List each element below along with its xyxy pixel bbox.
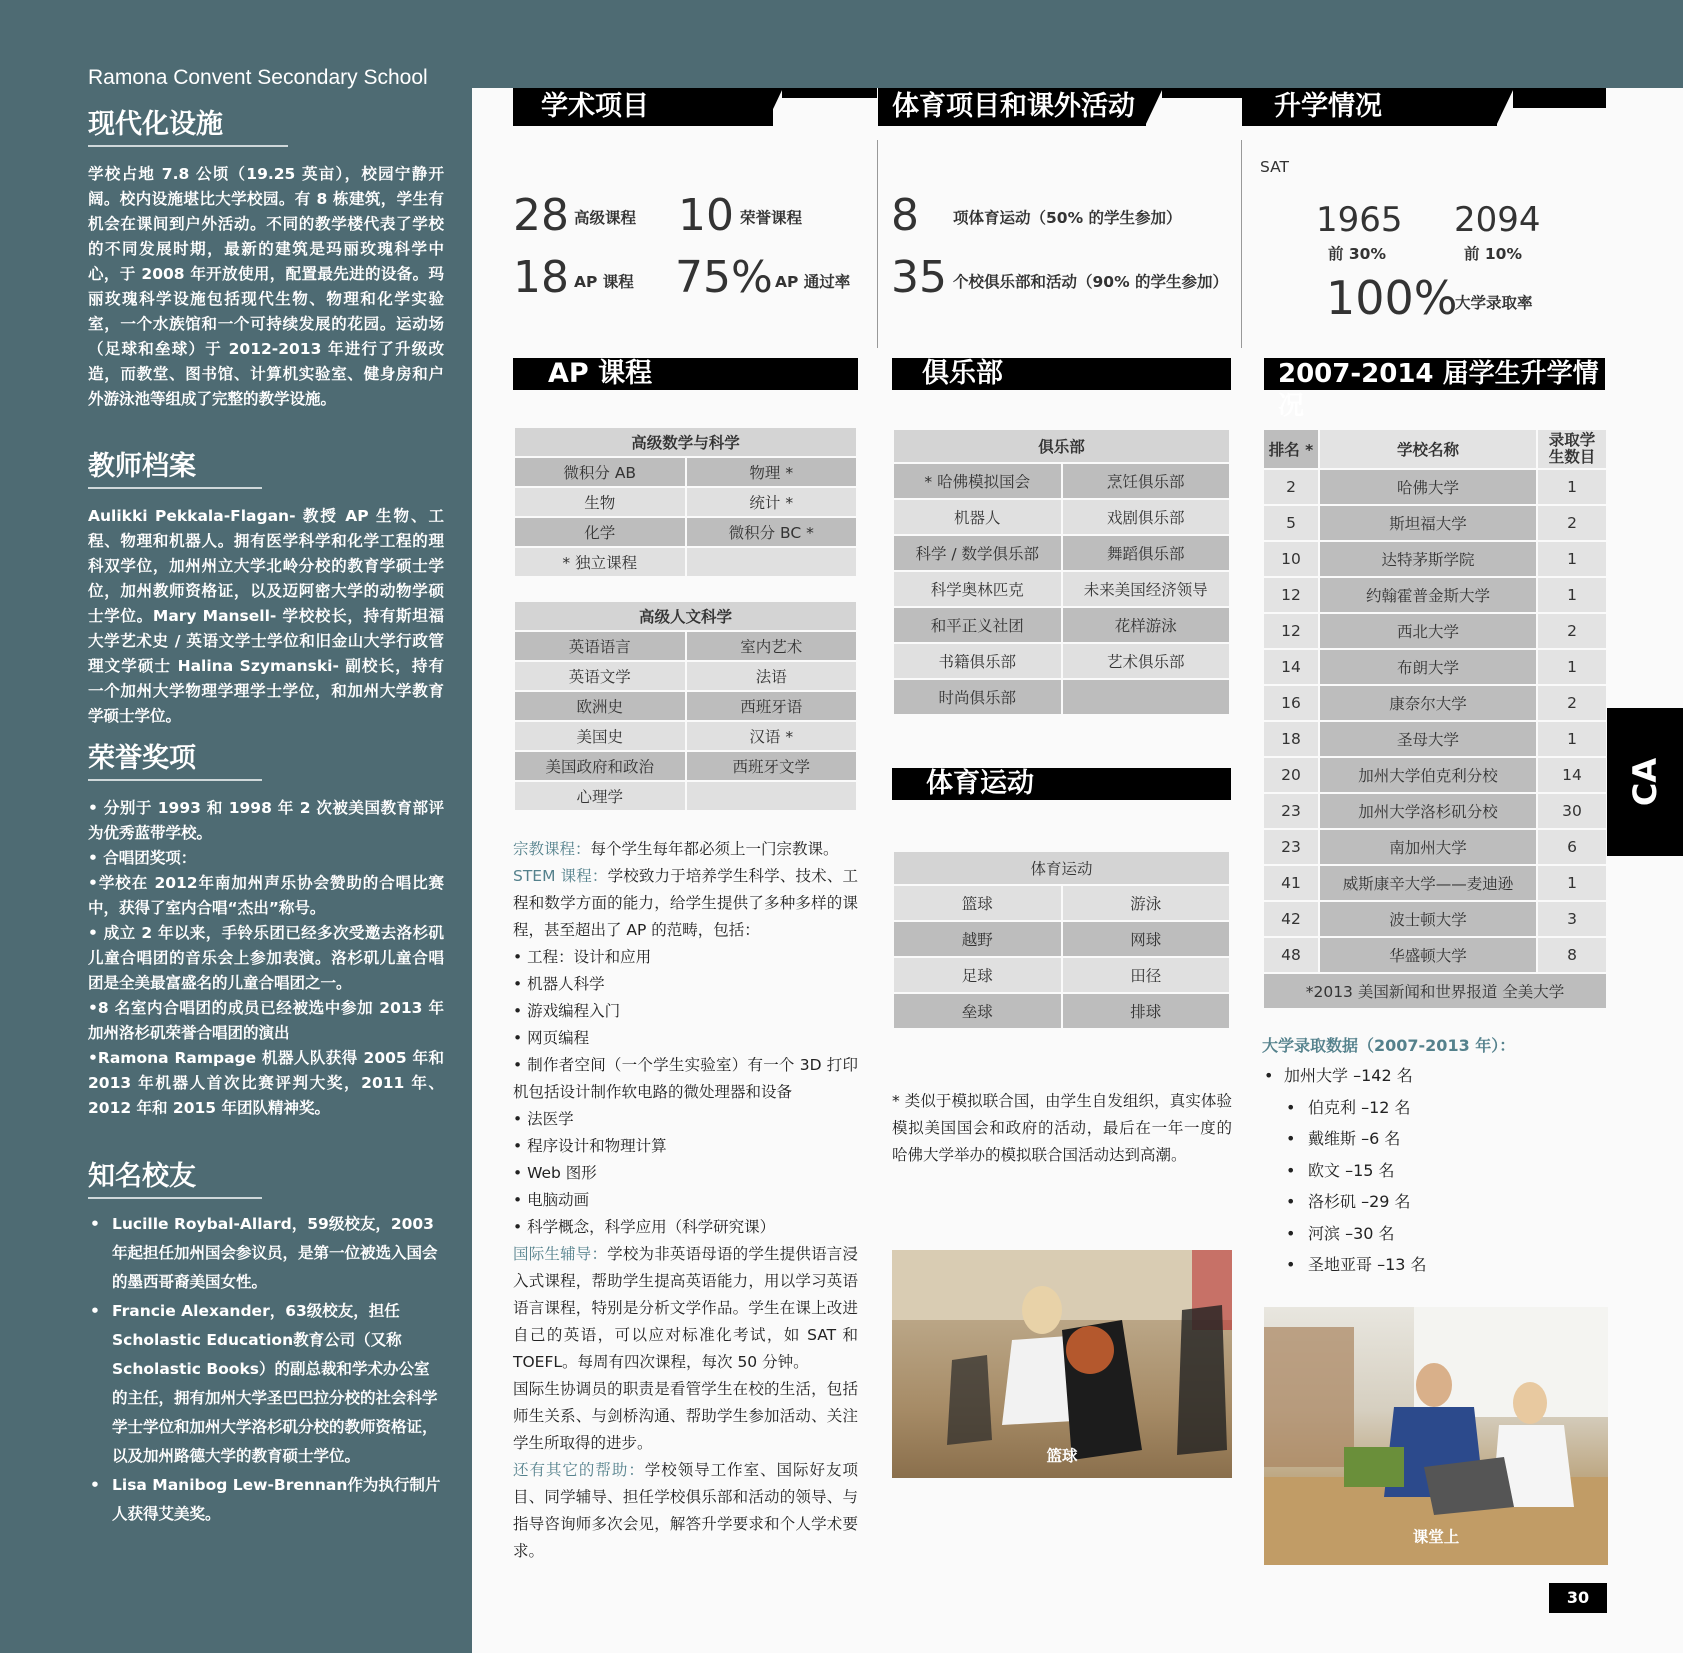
header-notch — [1145, 88, 1163, 126]
table-row — [1263, 469, 1607, 505]
table-cell: 汉语 * — [686, 721, 858, 751]
basketball-photo — [892, 1250, 1232, 1478]
table-cell: 烹饪俱乐部 — [1062, 463, 1231, 499]
honors-list — [88, 796, 444, 1121]
table-row — [1263, 649, 1607, 685]
table-cell: 加州大学洛杉矶分校 — [1319, 793, 1537, 829]
table-cell: 3 — [1537, 901, 1607, 937]
table-cell: 23 — [1263, 829, 1319, 865]
alumni-list — [88, 1210, 444, 1529]
table-row — [1263, 685, 1607, 721]
table-cell: 1 — [1537, 649, 1607, 685]
table-cell: 1 — [1537, 721, 1607, 757]
column-header: 排名 * — [1263, 429, 1319, 469]
table-cell: 达特茅斯学院 — [1319, 541, 1537, 577]
stem-item: • 机器人科学 — [513, 975, 605, 993]
list-item: • 河滨 –30 名 — [1264, 1218, 1427, 1250]
list-item: • 戴维斯 –6 名 — [1264, 1123, 1427, 1155]
stem-item: • 电脑动画 — [513, 1191, 590, 1209]
bookshelf — [1264, 1327, 1354, 1467]
table-cell: 哈佛大学 — [1319, 469, 1537, 505]
player-head — [1022, 1286, 1062, 1334]
table-cell: 布朗大学 — [1319, 649, 1537, 685]
divider — [877, 140, 878, 348]
table-cell: 威斯康辛大学——麦迪逊 — [1319, 865, 1537, 901]
table-cell: 42 — [1263, 901, 1319, 937]
header-bar — [1162, 88, 1242, 98]
admissions-data-title: 大学录取数据（2007-2013 年）： — [1262, 1036, 1516, 1055]
sat-percentile: 前 10% — [1464, 245, 1522, 263]
background-player — [947, 1355, 992, 1445]
table-cell: 48 — [1263, 937, 1319, 973]
table-cell: 西班牙文学 — [686, 751, 858, 781]
table-cell: 书籍俱乐部 — [893, 643, 1062, 679]
teacher-head — [1416, 1363, 1452, 1407]
table-cell: 美国史 — [514, 721, 686, 751]
honor-item: • 分别于 1993 和 1998 年 2 次被美国教育部评为优秀蓝带学校。 — [88, 799, 444, 842]
sports-header: 体育项目和课外活动 — [878, 88, 1146, 126]
intl-text: 学校为非英语母语的学生提供语言浸入式课程，帮助学生提高英语能力，用以学习英语语言课程，特别是分析文学作品。学生在课上改进自己的英语，可以应对标准化考试，如 SAT 和 TOEFL。每周有四次课程，每次 50 分钟。 — [513, 1245, 858, 1371]
basketball — [1066, 1326, 1114, 1374]
table-cell: 花样游泳 — [1062, 607, 1231, 643]
table-cell: 未来美国经济领导 — [1062, 571, 1231, 607]
list-item: • 圣地亚哥 –13 名 — [1264, 1249, 1427, 1281]
stem-item: • 科学概念，科学应用（科学研究课） — [513, 1218, 776, 1236]
table-cell: 游泳 — [1062, 885, 1231, 921]
table-row — [1263, 793, 1607, 829]
table-cell: 西北大学 — [1319, 613, 1537, 649]
table-cell: 2 — [1537, 613, 1607, 649]
alumni-heading: 知名校友 — [88, 1154, 262, 1199]
photo-caption: 篮球 — [1046, 1447, 1078, 1465]
religion-label: 宗教课程： — [513, 840, 591, 858]
table-header: 高级数学与科学 — [514, 427, 857, 457]
region-tab — [1607, 708, 1683, 856]
sat-score: 1965 — [1316, 200, 1403, 240]
faculty-text: Aulikki Pekkala-Flagan- 教授 AP 生物、工程、物理和机器人。拥有医学科学和化学工程的理科双学位，加州州立大学北岭分校的教育学硕士学位，加州教师资格证，以及迈阿密大学的动物学硕士学位。Mary Mansell- 学校校长，持有斯坦福大学艺术史 / 英语文学士学位和旧金山大学行政管理文学硕士 Halina Szymanski- 副校长，持有一个加州大学物理学理学士学位，和加州大学教育学硕士学位。 — [88, 507, 444, 725]
column-header: 录取学生数目 — [1537, 429, 1607, 469]
stem-item: • 工程：设计和应用 — [513, 948, 652, 966]
ap-humanities-table — [513, 600, 858, 812]
table-cell: 20 — [1263, 757, 1319, 793]
stat-label: 荣誉课程 — [740, 209, 803, 227]
sat-percentile: 前 30% — [1328, 245, 1386, 263]
table-cell: 14 — [1537, 757, 1607, 793]
table-cell: 心理学 — [514, 781, 686, 811]
stem-item: • 程序设计和物理计算 — [513, 1137, 667, 1155]
programs-text — [513, 836, 858, 1565]
ap-courses-header: AP 课程 — [513, 358, 858, 390]
honor-item: •Ramona Rampage 机器人队获得 2005 年和 2013 年机器人首次比赛评判大奖，2011 年、2012 年和 2015 年团队精神奖。 — [88, 1049, 444, 1117]
table-cell: 23 — [1263, 793, 1319, 829]
table-row — [1263, 577, 1607, 613]
table-cell: 法语 — [686, 661, 858, 691]
table-cell: 舞蹈俱乐部 — [1062, 535, 1231, 571]
table-cell: 时尚俱乐部 — [893, 679, 1062, 715]
stem-item: • Web 图形 — [513, 1164, 597, 1182]
table-cell: * 独立课程 — [514, 547, 686, 577]
table-cell — [1062, 679, 1231, 715]
table-cell: 18 — [1263, 721, 1319, 757]
region-tab-label: CA — [1626, 757, 1664, 807]
faculty-heading: 教师档案 — [88, 444, 262, 489]
table-cell: 10 — [1263, 541, 1319, 577]
header-notch — [1496, 88, 1514, 126]
table-row — [1263, 757, 1607, 793]
stat-label: 个校俱乐部和活动（90% 的学生参加） — [953, 273, 1228, 291]
help-label: 还有其它的帮助： — [513, 1461, 645, 1479]
table-cell: 16 — [1263, 685, 1319, 721]
table-row — [1263, 613, 1607, 649]
table-cell: 美国政府和政治 — [514, 751, 686, 781]
page-number: 30 — [1549, 1583, 1607, 1613]
table-cell — [686, 547, 858, 577]
books — [1344, 1447, 1404, 1487]
admissions-header: 2007-2014 届学生升学情况 — [1264, 358, 1605, 390]
intl-text-2: 国际生协调员的职责是看管学生在校的生活，包括师生关系、与剑桥沟通、帮助学生参加活动、关注学生所取得的进步。 — [513, 1380, 858, 1452]
table-cell: 30 — [1537, 793, 1607, 829]
table-cell: 康奈尔大学 — [1319, 685, 1537, 721]
stat-ap-courses: 18 — [513, 252, 569, 303]
table-row — [1263, 829, 1607, 865]
honor-item: •8 名室内合唱团的成员已经被选中参加 2013 年加州洛杉矶荣誉合唱团的演出 — [88, 999, 444, 1042]
sat-score: 2094 — [1454, 200, 1541, 240]
table-cell: 1 — [1537, 577, 1607, 613]
table-cell: 排球 — [1062, 993, 1231, 1029]
intl-label: 国际生辅导： — [513, 1245, 608, 1263]
table-cell: 化学 — [514, 517, 686, 547]
photo-caption: 课堂上 — [1412, 1528, 1460, 1546]
stat-label: AP 课程 — [574, 273, 634, 291]
stem-item: • 法医学 — [513, 1110, 574, 1128]
table-cell: 微积分 BC * — [686, 517, 858, 547]
stem-text: 学校致力于培养学生科学、技术、工程和数学方面的能力，给学生提供了多种多样的课程，甚至超出了 AP 的范畴，包括： — [513, 867, 858, 939]
model-congress-footnote: * 类似于模拟联合国，由学生自发组织，真实体验模拟美国国会和政府的活动，最后在一年一度的哈佛大学举办的模拟联合国活动达到高潮。 — [892, 1092, 1232, 1164]
stat-label: 项体育运动（50% 的学生参加） — [953, 209, 1182, 227]
honors-heading: 荣誉奖项 — [88, 736, 262, 781]
table-cell: 网球 — [1062, 921, 1231, 957]
student-head — [1513, 1382, 1547, 1424]
campus-list — [1264, 1060, 1427, 1281]
table-cell: 物理 * — [686, 457, 858, 487]
table-cell: 西班牙语 — [686, 691, 858, 721]
table-cell: 5 — [1263, 505, 1319, 541]
table-cell: 生物 — [514, 487, 686, 517]
stat-label: AP 通过率 — [775, 273, 851, 291]
table-cell: 斯坦福大学 — [1319, 505, 1537, 541]
table-header: 体育运动 — [893, 851, 1230, 885]
table-cell: 1 — [1537, 865, 1607, 901]
wall — [892, 1250, 1232, 1320]
alumni-item: • Lucille Roybal-Allard，59级校友，2003年起担任加州国会参议员，是第一位被选入国会的墨西哥裔美国女性。 — [88, 1210, 444, 1297]
table-cell: 1 — [1537, 469, 1607, 505]
college-rate: 100% — [1326, 271, 1458, 325]
table-cell: 2 — [1537, 505, 1607, 541]
table-cell: 12 — [1263, 613, 1319, 649]
table-cell: 统计 * — [686, 487, 858, 517]
alumni-item: • Francie Alexander，63级校友，担任Scholastic Education教育公司（又称Scholastic Books）的副总裁和学术办公室的主任，拥有加州大学圣巴巴拉分校的社会科学学士学位和加州大学洛杉矶分校的教师资格证，以及加州路德大学的教育硕士学位。 — [88, 1297, 444, 1471]
table-cell: 科学 / 数学俱乐部 — [893, 535, 1062, 571]
school-name: Ramona Convent Secondary School — [88, 66, 428, 89]
stat-label: 大学录取率 — [1455, 294, 1533, 312]
laptop — [1424, 1457, 1514, 1515]
list-item: • 加州大学 –142 名 — [1264, 1060, 1427, 1092]
table-cell: * 哈佛模拟国会 — [893, 463, 1062, 499]
table-row — [1263, 937, 1607, 973]
help-text: 学校领导工作室、国际好友项目、同学辅导、担任学校俱乐部和活动的领导、与指导咨询师多次会见，解答升学要求和个人学术要求。 — [513, 1461, 858, 1560]
table-cell: 约翰霍普金斯大学 — [1319, 577, 1537, 613]
table-cell: 14 — [1263, 649, 1319, 685]
table-cell: 足球 — [893, 957, 1062, 993]
table-cell: 越野 — [893, 921, 1062, 957]
list-item: • 洛杉矶 –29 名 — [1264, 1186, 1427, 1218]
classroom-photo — [1264, 1307, 1608, 1565]
table-cell: 戏剧俱乐部 — [1062, 499, 1231, 535]
stem-label: STEM 课程： — [513, 867, 608, 885]
table-cell: 12 — [1263, 577, 1319, 613]
table-cell: 微积分 AB — [514, 457, 686, 487]
sat-label: SAT — [1260, 158, 1289, 176]
list-item: • 伯克利 –12 名 — [1264, 1092, 1427, 1124]
stat-ap-pass-rate: 75% — [675, 252, 773, 303]
alumni-item: • Lisa Manibog Lew-Brennan作为执行制片人获得艾美奖。 — [88, 1471, 444, 1529]
table-cell: 2 — [1537, 685, 1607, 721]
athletics-header: 体育运动 — [892, 768, 1231, 800]
honor-item: • 合唱团奖项： — [88, 849, 197, 867]
facilities-text: 学校占地 7.8 公顷（19.25 英亩），校园宁静开阔。校内设施堪比大学校园。有 8 栋建筑，学生有机会在课间到户外活动。不同的教学楼代表了学校的不同发展时期，最新的建筑是玛丽玫瑰科学中心，于 2008 年开放使用，配置最先进的设备。玛丽玫瑰科学设施包括现代生物、物理和化学实验室，一个水族馆和一个可持续发展的花园。运动场（足球和垒球）于 2012-2013 年进行了升级改造，而教堂、图书馆、计算机实验室、健身房和户外游泳池等组成了完整的教学设施。 — [88, 165, 444, 408]
divider — [1241, 140, 1242, 348]
column-header: 学校名称 — [1319, 429, 1537, 469]
table-cell: 南加州大学 — [1319, 829, 1537, 865]
table-cell: 机器人 — [893, 499, 1062, 535]
table-row — [1263, 721, 1607, 757]
table-cell: 波士顿大学 — [1319, 901, 1537, 937]
college-header: 升学情况 — [1242, 88, 1497, 126]
table-row — [1263, 901, 1607, 937]
table-cell: 2 — [1263, 469, 1319, 505]
table-cell: 8 — [1537, 937, 1607, 973]
academic-header: 学术项目 — [513, 88, 773, 126]
stem-item: • 制作者空间（一个学生实验室）有一个 3D 打印机包括设计制作软电路的微处理器和设备 — [513, 1056, 858, 1101]
table-cell: 欧洲史 — [514, 691, 686, 721]
table-cell: 加州大学伯克利分校 — [1319, 757, 1537, 793]
stat-clubs: 35 — [891, 252, 947, 303]
table-row — [1263, 865, 1607, 901]
stat-sports: 8 — [891, 190, 919, 241]
table-cell: 艺术俱乐部 — [1062, 643, 1231, 679]
table-cell: 英语文学 — [514, 661, 686, 691]
table-cell: 田径 — [1062, 957, 1231, 993]
ap-math-table — [513, 426, 858, 578]
list-item: • 欧文 –15 名 — [1264, 1155, 1427, 1187]
table-cell: 圣母大学 — [1319, 721, 1537, 757]
table-cell: 英语语言 — [514, 631, 686, 661]
stat-honors-courses: 10 — [678, 190, 734, 241]
table-cell: 室内艺术 — [686, 631, 858, 661]
clubs-table — [892, 428, 1231, 716]
table-cell: 华盛顿大学 — [1319, 937, 1537, 973]
table-cell: 6 — [1537, 829, 1607, 865]
table-cell: 科学奥林匹克 — [893, 571, 1062, 607]
honor-item: •学校在 2012年南加州声乐协会赞助的合唱比赛中，获得了室内合唱“杰出”称号。 — [88, 874, 444, 917]
table-cell: 篮球 — [893, 885, 1062, 921]
table-cell: 和平正义社团 — [893, 607, 1062, 643]
header-bar — [1513, 88, 1606, 108]
background-player — [1177, 1305, 1227, 1455]
table-cell: 1 — [1537, 541, 1607, 577]
facilities-heading: 现代化设施 — [88, 102, 288, 147]
header-notch — [765, 88, 783, 126]
admissions-table — [1262, 428, 1608, 1010]
table-header: 俱乐部 — [893, 429, 1230, 463]
honor-item: • 成立 2 年以来，手铃乐团已经多次受邀去洛杉矶儿童合唱团的音乐会上参加表演。洛杉矶儿童合唱团是全美最富盛名的儿童合唱团之一。 — [88, 924, 444, 992]
stem-item: • 网页编程 — [513, 1029, 590, 1047]
table-cell: 垒球 — [893, 993, 1062, 1029]
table-cell — [686, 781, 858, 811]
table-footnote: *2013 美国新闻和世界报道 全美大学 — [1263, 973, 1607, 1009]
stat-label: 高级课程 — [574, 209, 637, 227]
header-bar — [782, 88, 877, 98]
table-header: 高级人文科学 — [514, 601, 857, 631]
table-row — [1263, 541, 1607, 577]
athletics-table — [892, 850, 1231, 1030]
stat-advanced-courses: 28 — [513, 190, 569, 241]
stem-item: • 游戏编程入门 — [513, 1002, 621, 1020]
table-cell: 41 — [1263, 865, 1319, 901]
table-row — [1263, 505, 1607, 541]
religion-text: 每个学生每年都必须上一门宗教课。 — [590, 840, 839, 858]
clubs-header: 俱乐部 — [892, 358, 1231, 390]
